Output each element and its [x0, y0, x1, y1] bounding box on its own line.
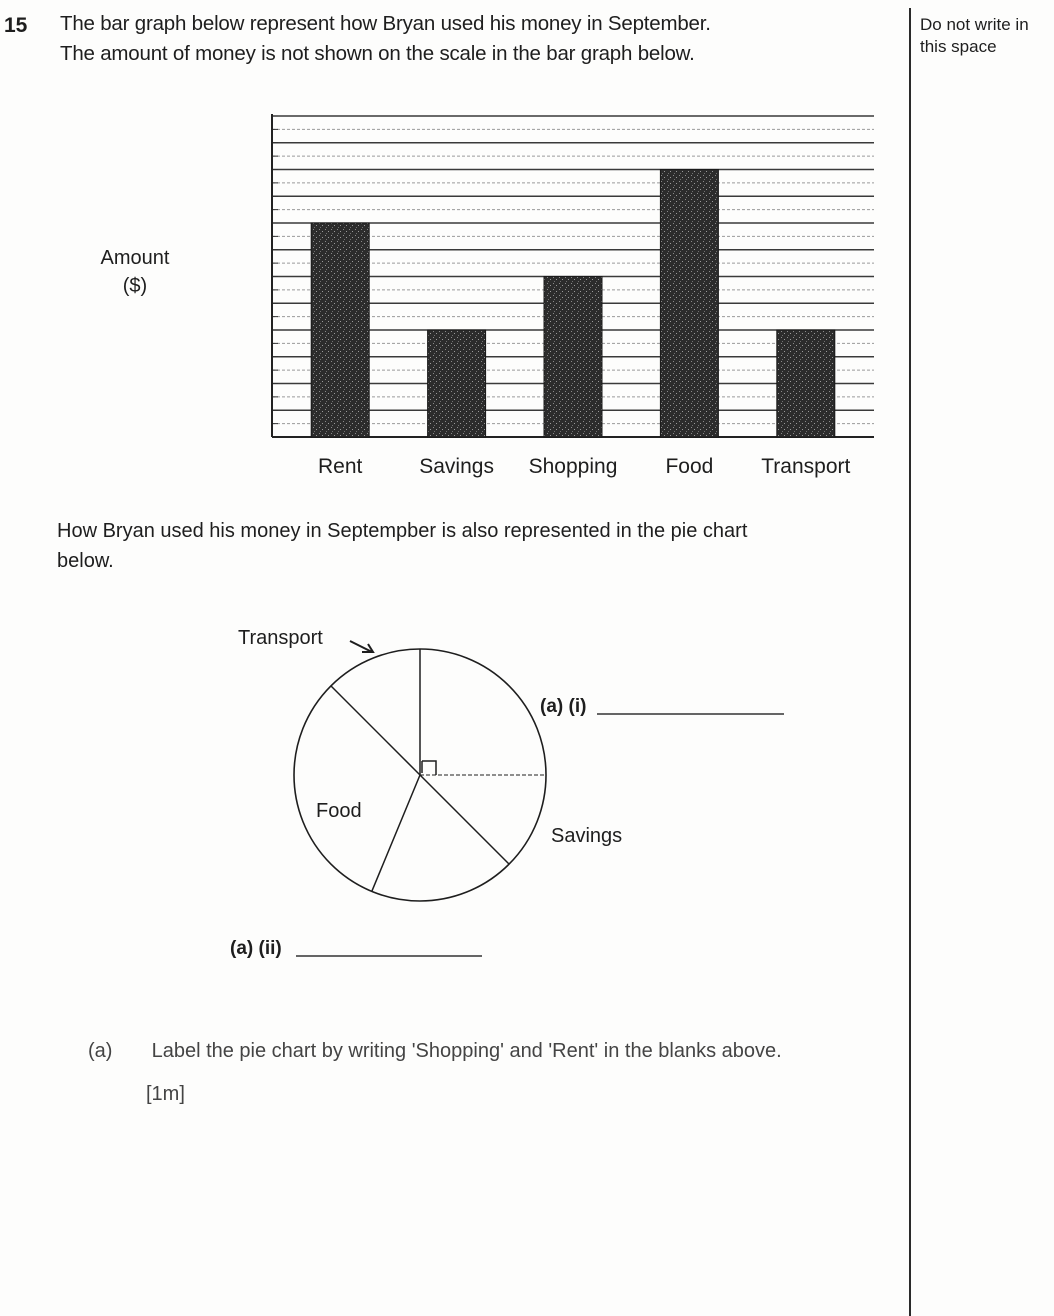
part-a-instruction: Label the pie chart by writing 'Shopping' and 'Rent' in the blanks above.: [151, 1040, 782, 1062]
question-number: 15: [4, 14, 28, 37]
part-a-label: (a): [88, 1040, 113, 1062]
pie-label-food: Food: [316, 800, 362, 822]
category-label-transport: Transport: [761, 455, 851, 478]
bar-rent: [311, 223, 369, 437]
blank-label-i: (a) (i): [540, 696, 587, 717]
part-a-text: [88, 1040, 782, 1063]
category-label-food: Food: [665, 455, 714, 478]
question-text-line-2: The amount of money is not shown on the scale in the bar graph below.: [60, 42, 695, 65]
category-label-shopping: Shopping: [528, 455, 618, 478]
blank-label-ii: (a) (ii): [230, 938, 282, 959]
part-a-marks: [1m]: [146, 1083, 185, 1105]
pie-intro-line-1: How Bryan used his money in Septempber is also represented in the pie chart: [57, 520, 748, 542]
pie-intro-line-2: below.: [57, 550, 114, 572]
bar-savings: [428, 330, 486, 437]
right-angle-marker: [422, 761, 436, 775]
pie-radius-line: [331, 686, 420, 775]
bar-shopping: [544, 277, 602, 438]
y-label-line-1: Amount: [100, 247, 170, 269]
bar-graph: [0, 0, 1054, 520]
question-text-line-1: The bar graph below represent how Bryan used his money in September.: [60, 12, 711, 35]
pie-radius-line: [372, 775, 420, 891]
bar-food: [660, 170, 718, 438]
bar-transport: [777, 330, 835, 437]
category-label-rent: Rent: [318, 455, 363, 478]
transport-arrow-icon: [350, 641, 373, 652]
pie-label-transport: Transport: [238, 627, 323, 649]
pie-radius-line: [420, 775, 509, 864]
y-label-line-2: ($): [122, 275, 148, 297]
pie-label-savings: Savings: [551, 825, 623, 847]
category-label-savings: Savings: [419, 455, 494, 478]
margin-note: Do not write in this space: [920, 15, 1029, 56]
pie-outline: [294, 649, 546, 901]
